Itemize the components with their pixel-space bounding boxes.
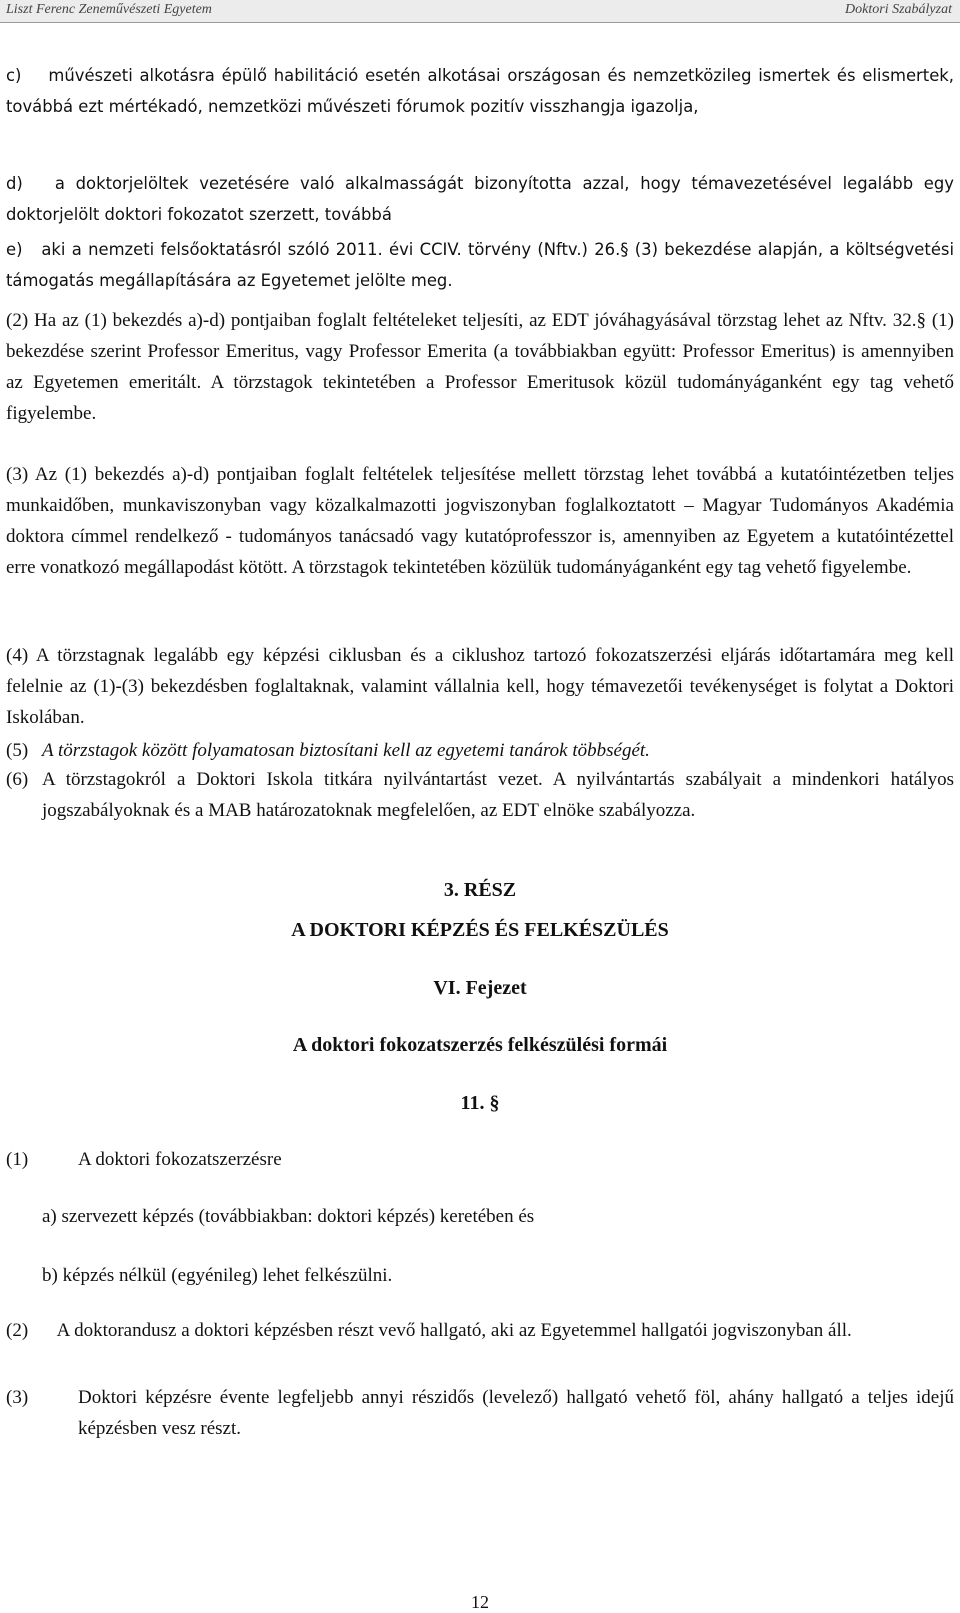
paragraph-3: (3) Az (1) bekezdés a)-d) pontjaiban foglalt feltételek teljesítése mellett törzstag lehet továbbá a kutatóintézetben teljes munkaidőben, munkaviszonyban vagy közalkalmazotti jogviszonyban foglalkoztatott – Magyar Tudományos Akadémia doktora címmel rendelkező - tudományos tanácsadó vagy kutatóprofesszor is, amennyiben az Egyetem a kutatóintézettel erre vonatkozó megállapodást kötött. A törzstagok tekintetében közülük tudományáganként egy tag vehető figyelembe. bbox=[6, 464, 954, 578]
paragraph-6-number: (6) bbox=[6, 769, 29, 790]
paragraph-5 bbox=[6, 735, 954, 766]
paragraph-2: (2) Ha az (1) bekezdés a)-d) pontjaiban foglalt feltételeket teljesíti, az EDT jóváhagyásával törzstag lehet az Nftv. 32.§ (1) bekezdése szerint Professor Emeritus, vagy Professor Emerita (a továbbiakban együtt: Professor Emeritus) is amennyiben az Egyetemen emeritált. A törzstagok tekintetében a Professor Emeritusok közül tudományáganként egy tag vehető figyelembe. bbox=[6, 310, 954, 424]
section11-item-a: a) szervezett képzés (továbbiakban: doktori képzés) keretében és bbox=[42, 1206, 535, 1227]
section11-item-1-text: A doktori fokozatszerzésre bbox=[78, 1149, 282, 1170]
chapter-title: A doktori fokozatszerzés felkészülési formái bbox=[292, 1034, 668, 1056]
chapter-heading: VI. Fejezet bbox=[433, 977, 527, 999]
page-header bbox=[0, 0, 960, 23]
part-title: A DOKTORI KÉPZÉS ÉS FELKÉSZÜLÉS bbox=[291, 919, 669, 941]
section-heading: 11. § bbox=[460, 1092, 500, 1114]
section11-item-3 bbox=[6, 1382, 954, 1444]
paragraph-5-number: (5) bbox=[6, 740, 29, 761]
header-institution: Liszt Ferenc Zeneművészeti Egyetem bbox=[6, 2, 212, 17]
paragraph-4: (4) A törzstagnak legalább egy képzési ciklusban és a ciklushoz tartozó fokozatszerzési eljárás időtartamára meg kell felelnie az (1)-(3) bekezdésben foglaltaknak, valamint vállalnia kell, hogy témavezetői tevékenységet is folytat a Doktori Iskolában. bbox=[6, 645, 954, 728]
paragraph-6 bbox=[6, 764, 954, 826]
section11-item-3-text: Doktori képzésre évente legfeljebb annyi részidős (levelező) hallgató vehető föl, ahány hallgató a teljes idejű képzésben vesz részt. bbox=[78, 1387, 954, 1439]
item-e: e) aki a nemzeti felsőoktatásról szóló 2011. évi CCIV. törvény (Nftv.) 26.§ (3) bekezdése alapján, a költségvetési támogatás megállapítására az Egyetemet jelölte meg. bbox=[6, 240, 954, 290]
item-d: d) a doktorjelöltek vezetésére való alkalmasságát bizonyította azzal, hogy témavezetésével legalább egy doktorjelölt doktori fokozatot szerzett, továbbá bbox=[6, 174, 954, 224]
part-heading: 3. RÉSZ bbox=[443, 879, 517, 901]
header-document-title: Doktori Szabályzat bbox=[845, 2, 952, 17]
section11-item-b: b) képzés nélkül (egyénileg) lehet felkészülni. bbox=[42, 1265, 393, 1286]
section11-item-2: (2) A doktorandusz a doktori képzésben részt vevő hallgató, aki az Egyetemmel hallgatói jogviszonyban áll. bbox=[6, 1320, 852, 1341]
paragraph-5-text: A törzstagok között folyamatosan biztosítani kell az egyetemi tanárok többségét. bbox=[42, 740, 650, 761]
item-c: c) művészeti alkotásra épülő habilitáció esetén alkotásai országosan és nemzetközileg ismertek és elismertek, továbbá ezt mértékadó, nemzetközi művészeti fórumok pozitív visszhangja igazolja, bbox=[6, 66, 954, 116]
paragraph-6-text: A törzstagokról a Doktori Iskola titkára nyilvántartást vezet. A nyilvántartás szabályait a mindenkori hatályos jogszabályoknak és a MAB határozatoknak megfelelően, az EDT elnöke szabályozza. bbox=[42, 769, 954, 821]
section11-item-1-number: (1) bbox=[6, 1149, 29, 1170]
section11-item-3-number: (3) bbox=[6, 1387, 29, 1408]
page-number: 12 bbox=[471, 1592, 489, 1612]
